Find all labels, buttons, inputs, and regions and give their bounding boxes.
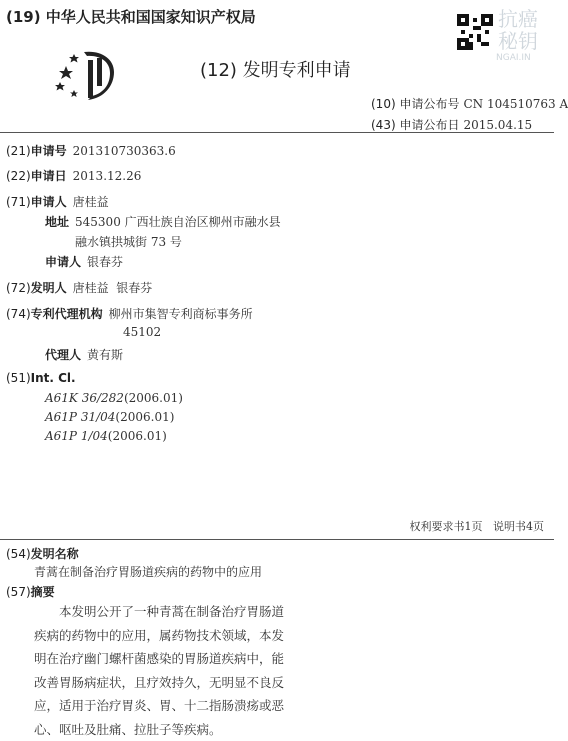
field-label: 摘要	[30, 585, 55, 599]
field-label: 申请号	[30, 144, 67, 158]
field-label: 发明名称	[30, 547, 79, 561]
pub-number-value: CN 104510763 A	[463, 97, 568, 111]
field-value: 201310730363.6	[72, 144, 176, 158]
address-line2: 融水镇拱城街 73 号	[75, 235, 182, 249]
ipc-row	[6, 371, 76, 385]
address-line1: 545300 广西壮族自治区柳州市融水县	[75, 215, 281, 229]
field-code: (57)	[6, 585, 31, 599]
field-label: 地址	[45, 215, 70, 229]
field-value: 银春芬	[87, 255, 124, 269]
field-label: 申请人	[30, 195, 67, 209]
watermark-line1: 抗癌	[498, 7, 538, 31]
field-label: 专利代理机构	[30, 307, 103, 321]
field-label: 代理人	[45, 348, 82, 362]
abstract-heading-row	[6, 583, 55, 600]
divider-bottom	[0, 539, 554, 540]
document-type-title: (12) 发明专利申请	[200, 60, 351, 81]
pub-date-label: (43) 申请公布日	[371, 118, 460, 132]
applicant2-row	[45, 253, 123, 270]
field-label: 申请人	[45, 255, 82, 269]
field-code: (72)	[6, 281, 31, 295]
agency-row	[6, 305, 253, 322]
ipc-version: (2006.01)	[123, 391, 183, 405]
ipc-class: A61P 31/04	[45, 410, 116, 424]
field-label: Int. Cl.	[30, 371, 76, 385]
page-count-note: 权利要求书1页 说明书4页	[409, 520, 544, 533]
title-heading-row	[6, 545, 79, 562]
ipc-item	[45, 410, 174, 424]
watermark-logo-icon	[468, 2, 550, 62]
sipo-logo-icon	[52, 46, 122, 104]
ipc-version: (2006.01)	[107, 429, 167, 443]
field-code: (22)	[6, 169, 31, 183]
ipc-item	[45, 429, 167, 443]
agent-row	[45, 346, 123, 363]
pub-date-row	[371, 116, 532, 133]
field-value: 黄有斯	[87, 348, 124, 362]
applicant-row	[6, 193, 109, 210]
filing-date-row	[6, 167, 141, 184]
field-value: 唐桂益 银春芬	[72, 281, 153, 295]
field-code: (51)	[6, 371, 31, 385]
field-value: 唐桂益	[72, 195, 109, 209]
address-row	[45, 213, 281, 230]
field-code: (21)	[6, 144, 31, 158]
ipc-version: (2006.01)	[115, 410, 175, 424]
field-code: (71)	[6, 195, 31, 209]
agency-line2: 45102	[123, 325, 162, 339]
field-code: (74)	[6, 307, 31, 321]
pub-number-row	[371, 95, 568, 112]
field-label: 发明人	[30, 281, 67, 295]
field-code: (54)	[6, 547, 31, 561]
office-heading: (19) 中华人民共和国国家知识产权局	[6, 8, 256, 26]
watermark	[468, 2, 550, 62]
field-value: 2013.12.26	[72, 169, 142, 183]
application-number-row	[6, 142, 176, 159]
pub-number-label: (10) 申请公布号	[371, 97, 460, 111]
divider-top	[0, 132, 554, 133]
field-label: 申请日	[30, 169, 67, 183]
watermark-site: NGAI.IN	[496, 53, 531, 63]
invention-title: 青蒿在制备治疗胃肠道疾病的药物中的应用	[34, 565, 263, 579]
inventors-row	[6, 279, 152, 296]
ipc-class: A61K 36/282	[45, 391, 124, 405]
pub-date-value: 2015.04.15	[463, 118, 533, 132]
ipc-item	[45, 391, 183, 405]
watermark-line2: 秘钥	[498, 29, 538, 53]
abstract-text: 本发明公开了一种青蒿在制备治疗胃肠道疾病的药物中的应用，属药物技术领域，本发明在治疗幽门螺杆菌感染的胃肠道疾病中，能改善胃肠病症状，且疗效持久，无明显不良反应，适用于治疗胃炎、胃、十二指肠溃疡或恶心、呕吐及肚痛、拉肚子等疾病。	[34, 604, 285, 737]
agency-line1: 柳州市集智专利商标事务所	[108, 307, 253, 321]
ipc-class: A61P 1/04	[45, 429, 108, 443]
